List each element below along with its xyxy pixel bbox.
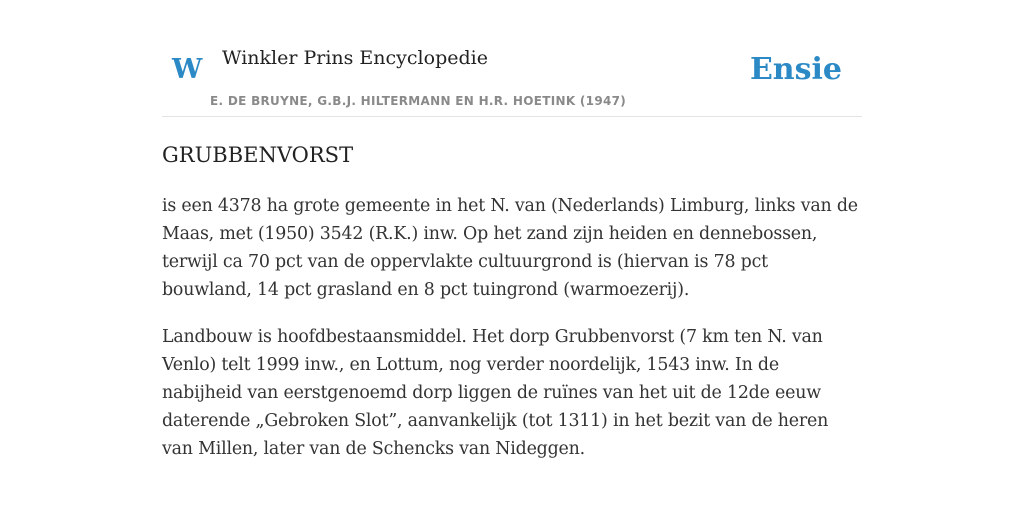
ensie-logo-link[interactable]: Ensie	[749, 52, 842, 87]
article-headword: GRUBBENVORST	[162, 143, 354, 167]
publication-authors: E. DE BRUYNE, G.B.J. HILTERMANN EN H.R. HOETINK (1947)	[210, 94, 627, 108]
publication-title[interactable]: Winkler Prins Encyclopedie	[222, 47, 488, 69]
publication-logo[interactable]: W	[172, 54, 203, 85]
article-paragraph: is een 4378 ha grote gemeente in het N. van (Nederlands) Limburg, links van de Maas, met (1950) 3542 (R.K.) inw. Op het zand zijn heiden en dennebossen, terwijl ca 70 pct van de oppervlakte cultuurgrond is (hiervan is 78 pct bouwland, 14 pct grasland en 8 pct tuingrond (warmoezerij).	[162, 196, 858, 300]
article-paragraph: Landbouw is hoofdbestaansmiddel. Het dorp Grubbenvorst (7 km ten N. van Venlo) telt 1999 inw., en Lottum, nog verder noordelijk, 1543 inw. In de nabijheid van eerstgenoemd dorp liggen de ruïnes van het uit de 12de eeuw daterende „Gebroken Slot”, aanvankelijk (tot 1311) in het bezit van de heren van Millen, later van de Schencks van Nideggen.	[162, 327, 829, 459]
publication-header	[162, 0, 862, 117]
article-body	[162, 192, 862, 482]
